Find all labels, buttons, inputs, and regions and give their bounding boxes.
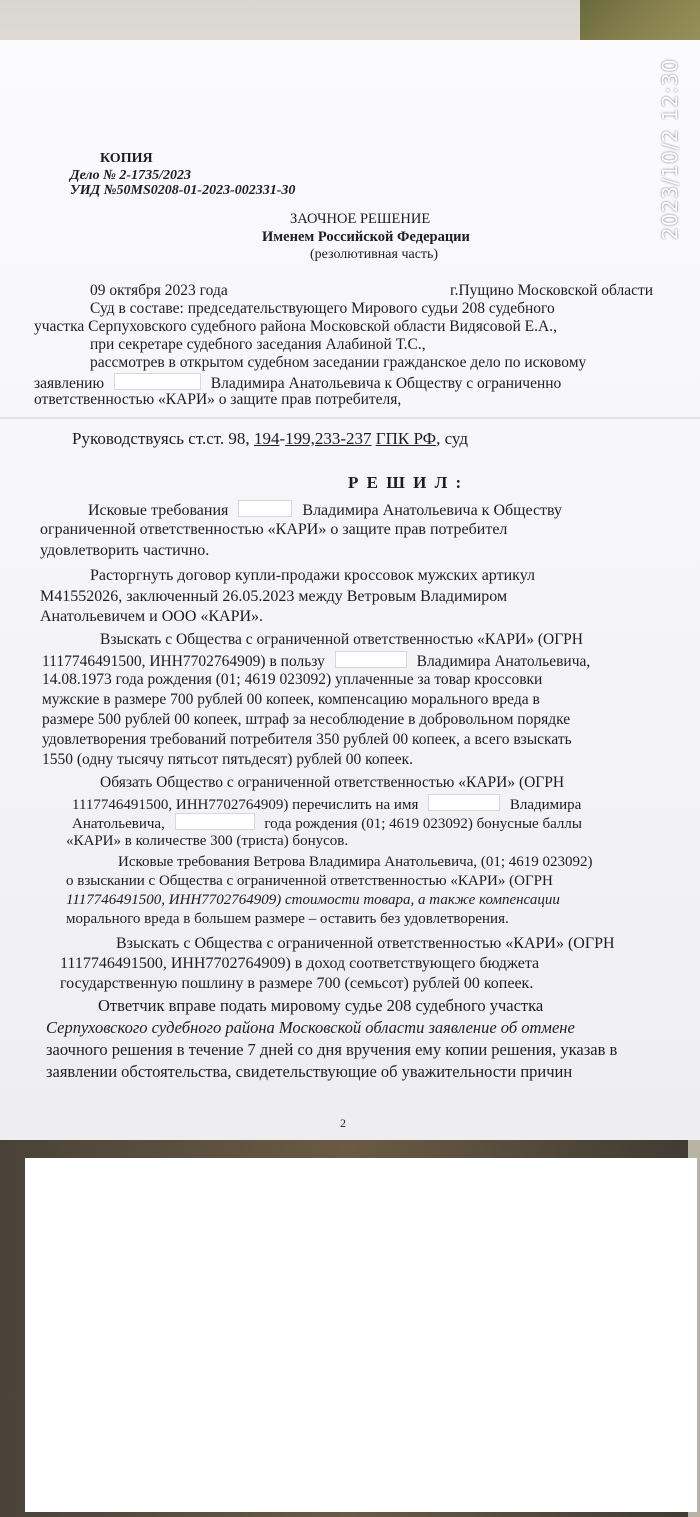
p5-line2: о взыскании с Общества с ограниченной ответственностью «КАРИ» (ОГРН [66, 873, 553, 889]
p6-line2: 1117746491500, ИНН7702764909) в доход соответствующего бюджета [60, 955, 540, 972]
copy-mark: КОПИЯ [100, 151, 153, 166]
uid-number: УИД №50MS0208-01-2023-002331-30 [70, 183, 296, 198]
p4-line3 [72, 813, 582, 833]
redaction-area [25, 1158, 697, 1512]
p4-line2-end: Владимира [509, 797, 582, 813]
redaction-box [335, 651, 407, 668]
p4-line3-end: года рождения (01; 4619 023092) бонусные баллы [264, 816, 582, 832]
p2-line2: M41552026, заключенный 26.05.2023 между Ветровым Владимиром [40, 588, 508, 605]
p2-line1: Расторгнуть договор купли-продажи кроссовок мужских артикул [90, 567, 535, 584]
p7-line3: заочного решения в течение 7 дней со дня вручения ему копии решения, указав в [46, 1040, 618, 1059]
p1-line1 [88, 500, 562, 520]
guided-code: ГПК РФ [375, 429, 437, 448]
p1-line1-end: Владимира Анатольевича к Обществу [302, 502, 563, 519]
paper-fold [0, 417, 700, 419]
guided-text: Руководствуясь ст.ст. 98, [72, 429, 254, 448]
p7-line1: Ответчик вправе подать мировому судье 208 судебного участка [98, 996, 544, 1015]
p7-line2: Серпуховского судебного района Московской области заявление об отмене [46, 1018, 575, 1037]
p3-line2-end: Владимира Анатольевича, [416, 653, 591, 670]
p4-line4: «КАРИ» в количестве 300 (триста) бонусов. [66, 833, 349, 849]
p3-line4: мужские в размере 700 рублей 00 копеек, компенсацию морального вреда в [42, 691, 540, 708]
document-date: 09 октября 2023 года [90, 282, 228, 299]
case-number: Дело № 2-1735/2023 [70, 168, 191, 183]
decided-heading: Р Е Ш И Л : [348, 473, 464, 492]
intro-line2: участка Серпуховского судебного района Московской области Видясовой Е.А., [34, 318, 557, 335]
guided-articles: 199,233-237 [285, 429, 372, 448]
redaction-box [175, 813, 255, 830]
intro-line5-end: Владимира Анатольевича к Обществу с ограниченно [210, 375, 562, 392]
p1-line3: удовлетворить частично. [40, 542, 210, 559]
intro-line3: при секретаре судебного заседания Алабиной Т.С., [90, 336, 426, 353]
p6-line3: государственную пошлину в размере 700 (семьсот) рублей 00 копеек. [60, 975, 534, 992]
p3-line2 [42, 651, 590, 671]
page-number: 2 [340, 1116, 346, 1130]
p3-line1: Взыскать с Общества с ограниченной ответственностью «КАРИ» (ОГРН [100, 631, 583, 648]
guided-dash: - [279, 429, 286, 448]
p2-line3: Анатольевичем и ООО «КАРИ». [40, 608, 264, 625]
intro-line6: ответственностью «КАРИ» о защите прав потребителя, [34, 391, 402, 408]
p4-line3-start: Анатольевича, [72, 816, 165, 832]
p3-line5: размере 500 рублей 00 копеек, штраф за несоблюдение в добровольном порядке [42, 711, 571, 728]
title-line1: ЗАОЧНОЕ РЕШЕНИЕ [290, 211, 431, 227]
p4-line2 [72, 794, 581, 814]
p3-line7: 1550 (одну тысячу пятьсот пятьдесят) рублей 00 копеек. [42, 751, 414, 768]
guided-article-link: 194 [253, 429, 280, 448]
title-line3: (резолютивная часть) [310, 247, 439, 262]
p1-line2: ограниченной ответственностью «КАРИ» о защите прав потребител [40, 521, 508, 538]
redaction-box [238, 500, 292, 517]
intro-line1: Суд в составе: председательствующего Мирового судьи 208 судебного [90, 300, 555, 317]
p5-line1: Исковые требования Ветрова Владимира Анатольевича, (01; 4619 023092) [118, 854, 593, 870]
p3-line3: 14.08.1973 года рождения (01; 4619 023092) уплаченные за товар кроссовки [42, 671, 543, 688]
photo-timestamp: 2023/10/2 12:30 [658, 58, 682, 240]
p6-line1: Взыскать с Общества с ограниченной ответственностью «КАРИ» (ОГРН [116, 935, 615, 952]
intro-line4: рассмотрев в открытом судебном заседании гражданское дело по исковому [90, 354, 587, 371]
title-line2: Именем Российской Федерации [262, 229, 470, 245]
guided-by-line [72, 430, 468, 448]
intro-line5 [34, 373, 561, 393]
p5-line4: морального вреда в большем размере – оставить без удовлетворения. [66, 911, 509, 927]
p7-line4: заявлении обстоятельства, свидетельствующие об уважительности причин [46, 1062, 573, 1081]
guided-court: , суд [436, 429, 468, 448]
p3-line2-start: 1117746491500, ИНН7702764909) в пользу [42, 653, 325, 670]
p4-line1: Обязать Общество с ограниченной ответственностью «КАРИ» (ОГРН [100, 774, 565, 791]
p4-line2-start: 1117746491500, ИНН7702764909) перечислить на имя [72, 797, 419, 813]
p1-line1-start: Исковые требования [88, 502, 229, 519]
document-place: г.Пущино Московской области [450, 282, 654, 299]
redaction-box [428, 794, 500, 811]
redaction-box [114, 373, 201, 390]
p5-line3: 1117746491500, ИНН7702764909) стоимости товара, а также компенсации [66, 892, 560, 908]
intro-line5-start: заявлению [34, 375, 105, 392]
p3-line6: удовлетворения требований потребителя 350 рублей 00 копеек, а всего взыскать [42, 731, 572, 748]
